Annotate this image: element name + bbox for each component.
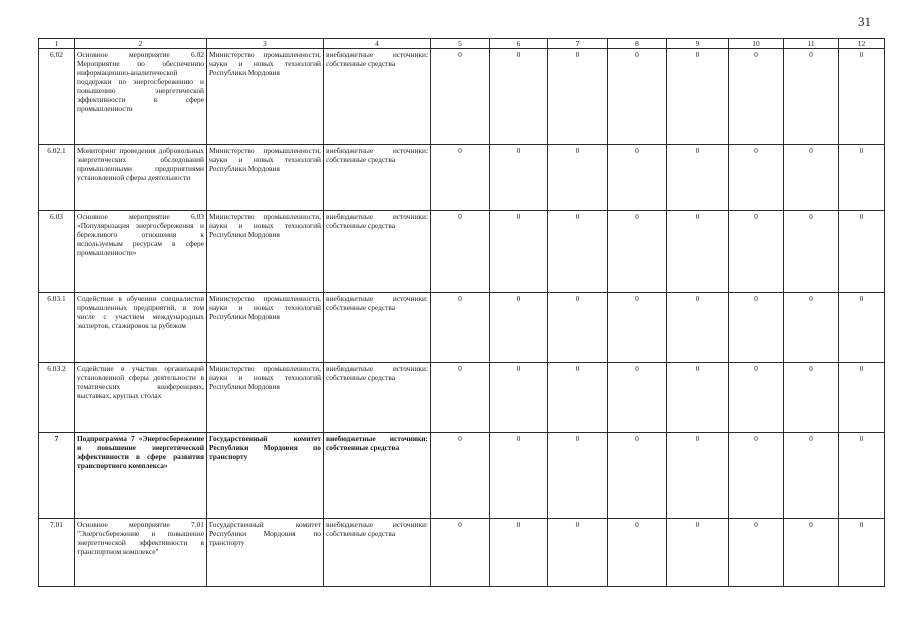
- column-header: 11: [784, 39, 839, 49]
- column-header: 2: [75, 39, 207, 49]
- value-cell: 0: [431, 145, 490, 211]
- value-cell: 0: [548, 433, 608, 519]
- value-cell: 0: [608, 519, 667, 587]
- value-cell: 0: [431, 293, 490, 363]
- column-number-row: [39, 39, 885, 49]
- page-number: 31: [858, 14, 871, 29]
- responsible-executor: Государственный комитет Республики Мордовия по транспорту: [207, 519, 324, 587]
- row-number: 6.03: [39, 211, 75, 293]
- value-cell: 0: [548, 211, 608, 293]
- column-header: 10: [729, 39, 784, 49]
- value-cell: 0: [784, 433, 839, 519]
- value-cell: 0: [608, 211, 667, 293]
- column-header: 9: [667, 39, 729, 49]
- table-row: [39, 363, 885, 433]
- responsible-executor: Министерство промышленности, науки и новых технологий Республики Мордовия: [207, 211, 324, 293]
- value-cell: 0: [729, 145, 784, 211]
- value-cell: 0: [548, 49, 608, 145]
- funding-source: внебюджетные источники: собственные средства: [324, 49, 431, 145]
- funding-source: внебюджетные источники: собственные средства: [324, 519, 431, 587]
- value-cell: 0: [784, 363, 839, 433]
- value-cell: 0: [839, 293, 885, 363]
- value-cell: 0: [839, 211, 885, 293]
- value-cell: 0: [667, 211, 729, 293]
- column-header: 3: [207, 39, 324, 49]
- value-cell: 0: [667, 433, 729, 519]
- responsible-executor: Министерство промышленности, науки и новых технологий Республики Мордовия: [207, 293, 324, 363]
- value-cell: 0: [608, 293, 667, 363]
- value-cell: 0: [667, 519, 729, 587]
- column-header: 7: [548, 39, 608, 49]
- value-cell: 0: [490, 145, 548, 211]
- value-cell: 0: [548, 293, 608, 363]
- value-cell: 0: [431, 363, 490, 433]
- table-header: [39, 39, 885, 49]
- value-cell: 0: [784, 145, 839, 211]
- value-cell: 0: [729, 293, 784, 363]
- measure-name: Основное мероприятие 7.01 "Энергосбережение и повышение энергетической эффективности в транспортном комплексе": [75, 519, 207, 587]
- table-body: [39, 49, 885, 587]
- table-row: [39, 433, 885, 519]
- funding-source: внебюджетные источники: собственные средства: [324, 433, 431, 519]
- column-header: 5: [431, 39, 490, 49]
- column-header: 4: [324, 39, 431, 49]
- table-row: [39, 211, 885, 293]
- measure-name: Основное мероприятие 6.02 Мероприятие по обеспечению информационно-аналитической поддержки по энергосбережению и повышению энергетической эффективности в сфере промышленности: [75, 49, 207, 145]
- value-cell: 0: [548, 519, 608, 587]
- table-row: [39, 49, 885, 145]
- responsible-executor: Государственный комитет Республики Мордовия по транспорту: [207, 433, 324, 519]
- measure-name: Основное мероприятие 6.03 «Популяризация энергосбережения и бережливого отношения к используемым ресурсам в сфере промышленности»: [75, 211, 207, 293]
- row-number: 6.03.2: [39, 363, 75, 433]
- value-cell: 0: [784, 211, 839, 293]
- measure-name: Содействие в участии организаций установленной сферы деятельности в тематических конференциях, выставках, круглых столах: [75, 363, 207, 433]
- table-row: [39, 145, 885, 211]
- funding-source: внебюджетные источники: собственные средства: [324, 145, 431, 211]
- value-cell: 0: [608, 363, 667, 433]
- table-row: [39, 293, 885, 363]
- row-number: 6.02.1: [39, 145, 75, 211]
- value-cell: 0: [490, 519, 548, 587]
- value-cell: 0: [608, 49, 667, 145]
- value-cell: 0: [667, 363, 729, 433]
- value-cell: 0: [490, 363, 548, 433]
- measure-name: Мониторинг проведения добровольных энергетических обследований промышленными предприятиями установленной сферы деятельности: [75, 145, 207, 211]
- value-cell: 0: [839, 433, 885, 519]
- value-cell: 0: [667, 145, 729, 211]
- value-cell: 0: [667, 49, 729, 145]
- responsible-executor: Министерство промышленности, науки и новых технологий Республики Мордовия: [207, 363, 324, 433]
- value-cell: 0: [784, 293, 839, 363]
- column-header: 6: [490, 39, 548, 49]
- value-cell: 0: [729, 211, 784, 293]
- value-cell: 0: [729, 363, 784, 433]
- responsible-executor: Министерство промышленности, науки и новых технологий Республики Мордовия: [207, 49, 324, 145]
- funding-source: внебюджетные источники: собственные средства: [324, 211, 431, 293]
- value-cell: 0: [431, 49, 490, 145]
- column-header: 12: [839, 39, 885, 49]
- value-cell: 0: [490, 49, 548, 145]
- value-cell: 0: [784, 519, 839, 587]
- funding-source: внебюджетные источники: собственные средства: [324, 293, 431, 363]
- value-cell: 0: [729, 433, 784, 519]
- value-cell: 0: [729, 49, 784, 145]
- program-table: [38, 38, 885, 587]
- measure-name: Подпрограмма 7 «Энергосбережение и повышение энергетической эффективности в сфере развития транспортного комплекса»: [75, 433, 207, 519]
- funding-source: внебюджетные источники: собственные средства: [324, 363, 431, 433]
- value-cell: 0: [490, 211, 548, 293]
- value-cell: 0: [431, 211, 490, 293]
- value-cell: 0: [490, 433, 548, 519]
- value-cell: 0: [667, 293, 729, 363]
- value-cell: 0: [548, 145, 608, 211]
- value-cell: 0: [608, 433, 667, 519]
- value-cell: 0: [548, 363, 608, 433]
- row-number: 7.01: [39, 519, 75, 587]
- value-cell: 0: [839, 145, 885, 211]
- value-cell: 0: [784, 49, 839, 145]
- value-cell: 0: [839, 519, 885, 587]
- row-number: 7: [39, 433, 75, 519]
- value-cell: 0: [431, 433, 490, 519]
- value-cell: 0: [839, 49, 885, 145]
- row-number: 6.02: [39, 49, 75, 145]
- value-cell: 0: [608, 145, 667, 211]
- value-cell: 0: [839, 363, 885, 433]
- value-cell: 0: [729, 519, 784, 587]
- column-header: 8: [608, 39, 667, 49]
- measure-name: Содействие в обучении специалистов промышленных предприятий, в том числе с участием международных экспертов, стажировок за рубежом: [75, 293, 207, 363]
- table-row: [39, 519, 885, 587]
- responsible-executor: Министерство промышленности, науки и новых технологий Республики Мордовия: [207, 145, 324, 211]
- value-cell: 0: [431, 519, 490, 587]
- column-header: 1: [39, 39, 75, 49]
- row-number: 6.03.1: [39, 293, 75, 363]
- value-cell: 0: [490, 293, 548, 363]
